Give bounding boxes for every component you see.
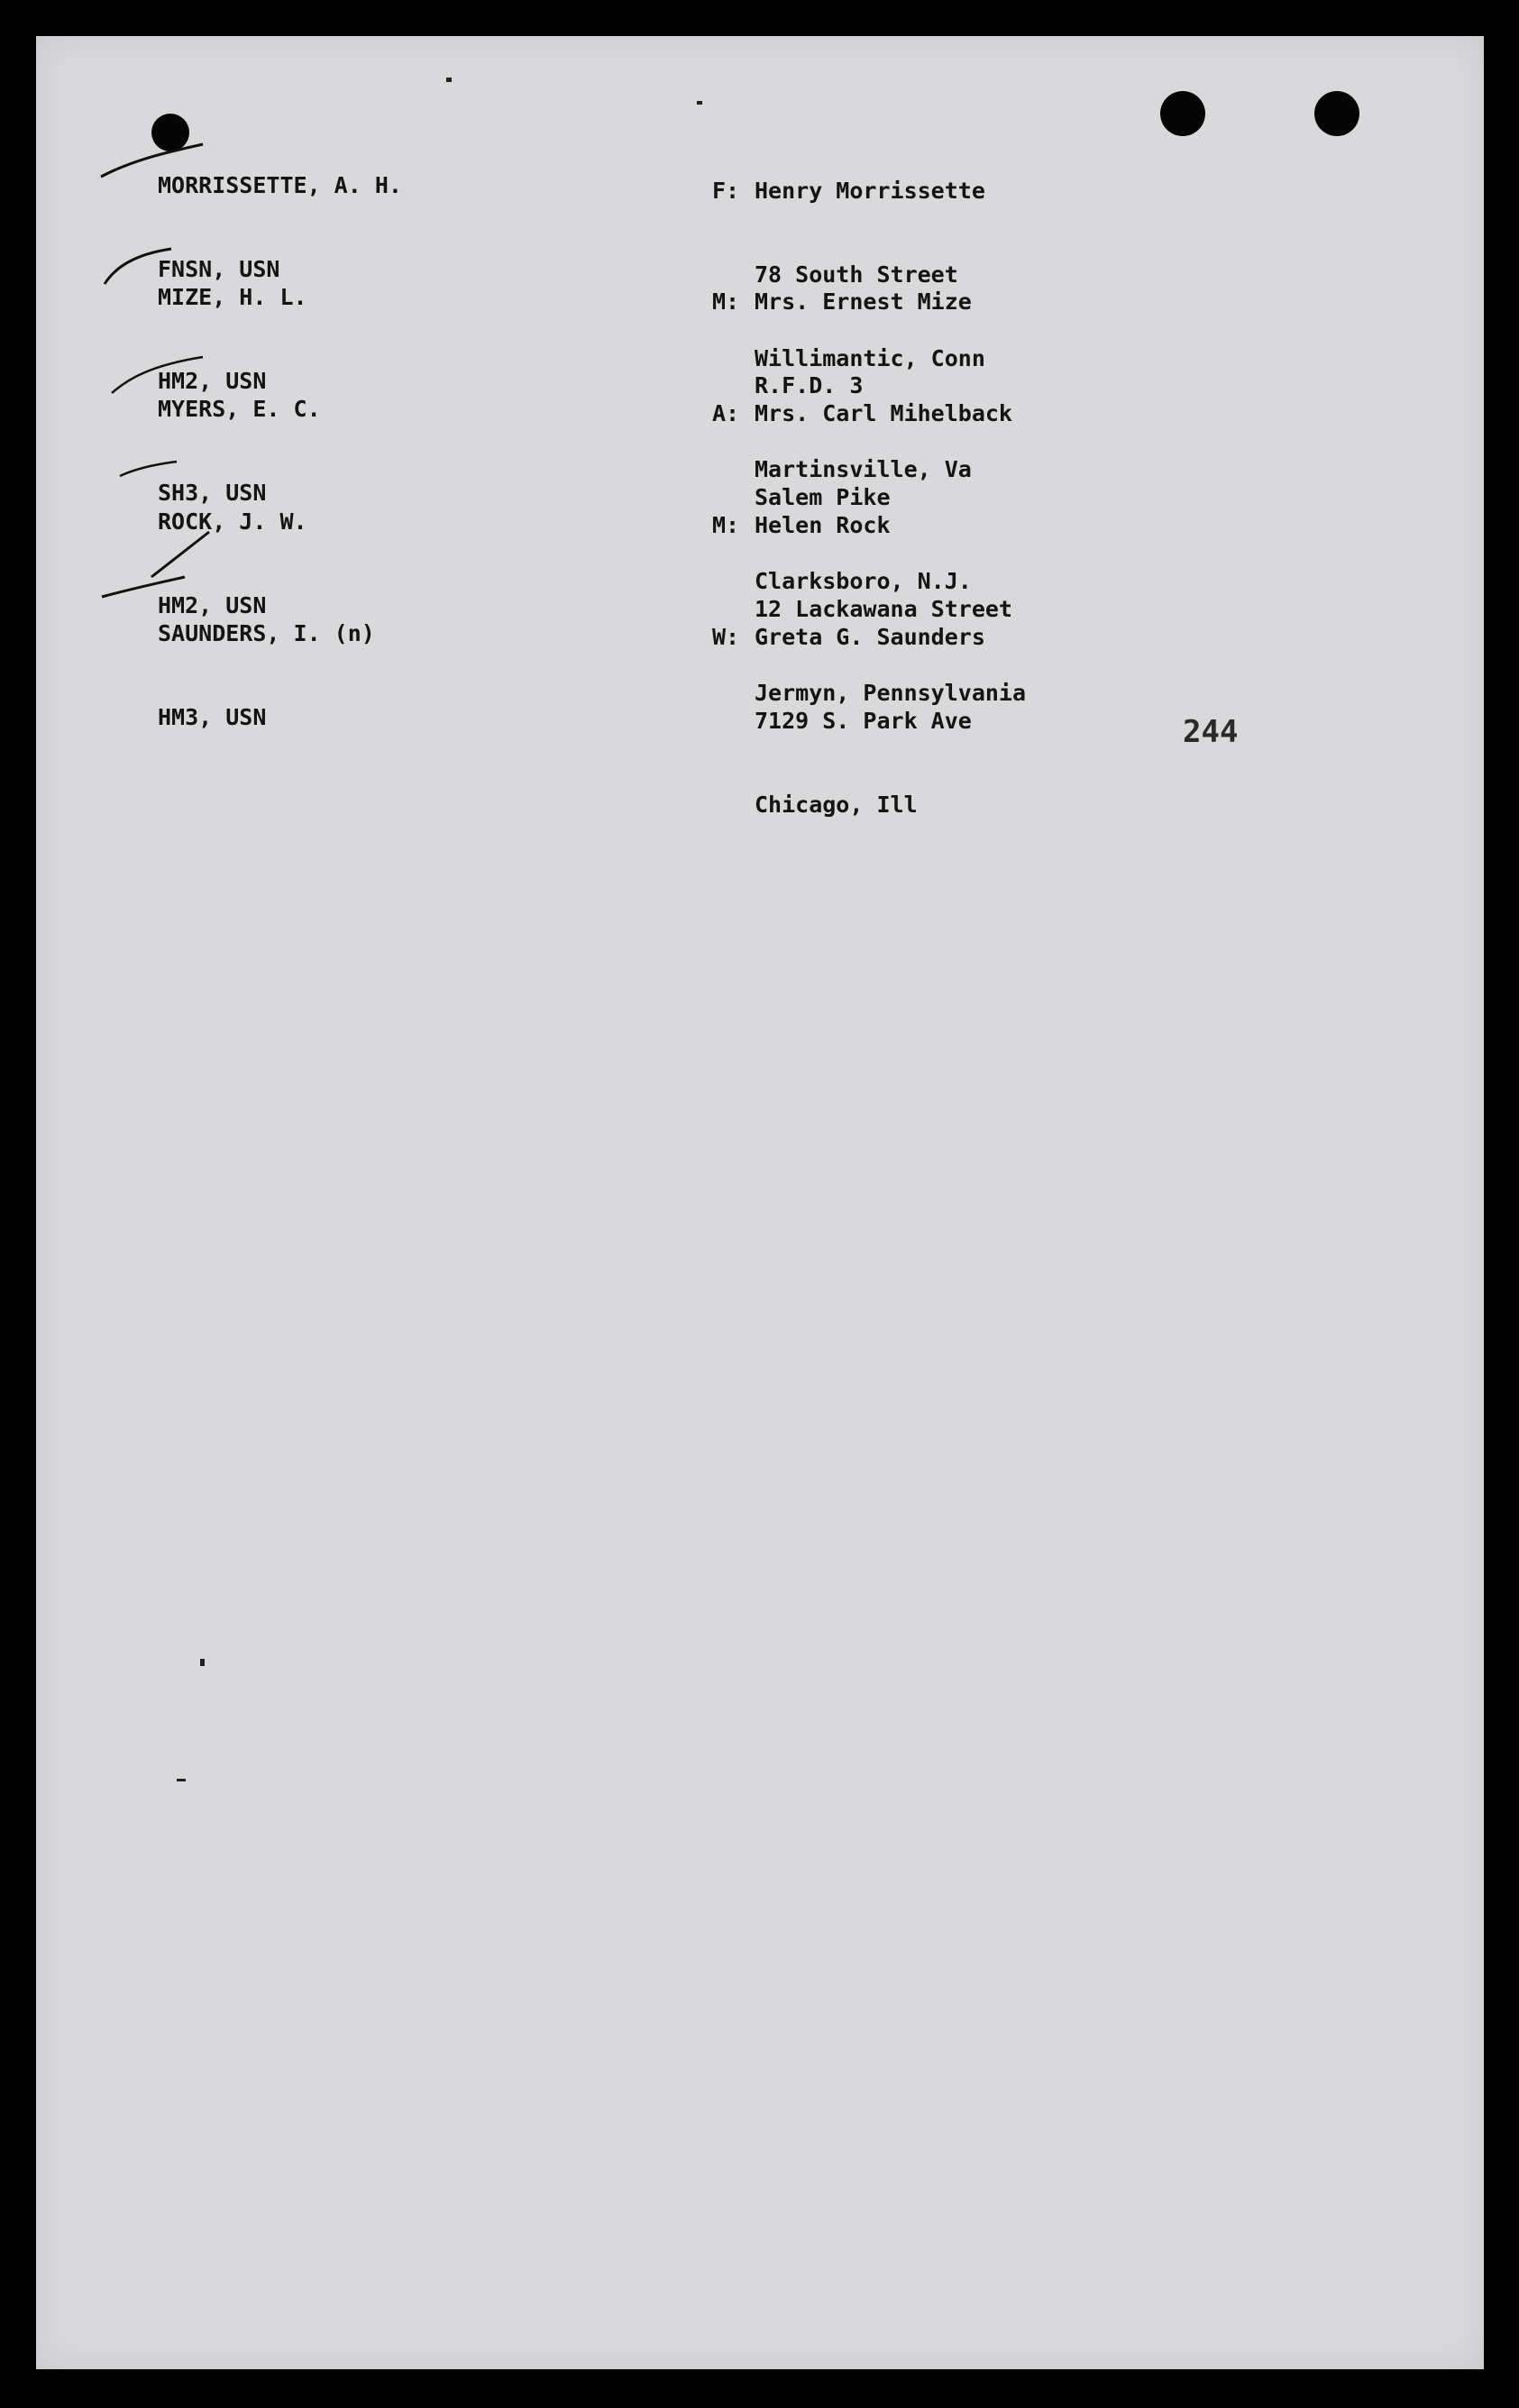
relation-code: W: (712, 624, 740, 650)
relation-code: F: (712, 178, 740, 204)
check-mark-icon (102, 577, 185, 597)
contact-city: Chicago, Ill (755, 792, 918, 818)
member-name: ROCK, J. W. (158, 508, 307, 535)
contact-name: Greta G. Saunders (755, 624, 985, 650)
member-name: MORRISSETTE, A. H. (158, 172, 402, 198)
contact-name: Mrs. Carl Mihelback (755, 400, 1012, 426)
member-rank: FNSN, USN (158, 256, 280, 282)
check-mark-icon (120, 462, 177, 476)
member-rank: HM2, USN (158, 592, 267, 618)
check-mark-icon (101, 144, 203, 177)
member-name: SAUNDERS, I. (n) (158, 620, 375, 646)
relation-code: M: (712, 512, 740, 538)
contact-name: Henry Morrissette (755, 178, 985, 204)
contact-address: 78 South Street (755, 261, 958, 288)
contact-name: Mrs. Ernest Mize (755, 288, 972, 315)
check-mark-icon (151, 532, 209, 577)
member-rank: HM2, USN (158, 368, 267, 394)
contact-city: Willimantic, Conn (755, 345, 985, 371)
check-mark-icon (112, 357, 203, 393)
contact-city: Martinsville, Va (755, 456, 972, 482)
page-number: 244 (1183, 714, 1239, 750)
relation-code: A: (712, 400, 740, 426)
check-mark-icon (105, 249, 171, 284)
contact-city: Clarksboro, N.J. (755, 568, 972, 594)
contact-address: 12 Lackawana Street (755, 596, 1012, 622)
member-name: MIZE, H. L. (158, 284, 307, 310)
contact-address: R.F.D. 3 (755, 372, 864, 398)
contact-address: Salem Pike (755, 484, 891, 510)
member-rank: SH3, USN (158, 480, 267, 506)
contact-city: Jermyn, Pennsylvania (755, 680, 1027, 706)
member-name: MYERS, E. C. (158, 396, 321, 422)
member-rank: HM3, USN (158, 704, 267, 730)
relation-code: M: (712, 288, 740, 315)
contact-address: 7129 S. Park Ave (755, 708, 972, 734)
contact-name: Helen Rock (755, 512, 891, 538)
